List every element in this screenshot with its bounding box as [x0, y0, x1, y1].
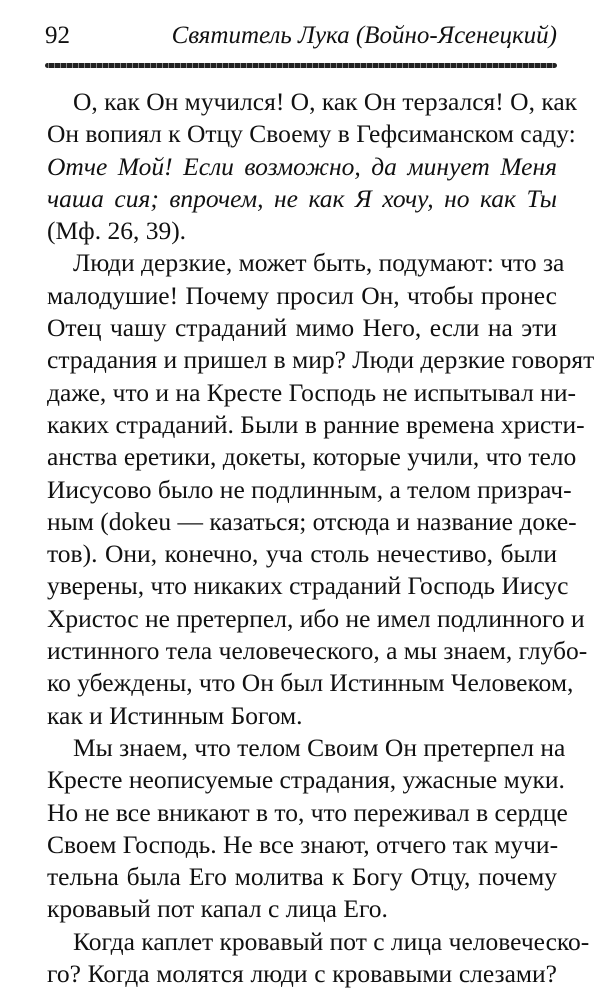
text-line: Отче Мой! Если возможно, да минует Меня [47, 151, 557, 181]
text-line: тельна была Его молитва к Богу Отцу, почему [47, 862, 557, 892]
text-line: Христос не претерпел, ибо не имел подлинного и [47, 603, 585, 633]
page-number: 92 [45, 22, 70, 49]
page-header [45, 22, 557, 56]
text-line: Своем Господь. Не все знают, отчего так мучи- [47, 829, 559, 859]
text-line: Когда каплет кровавый пот с лица человеческо- [73, 926, 590, 956]
text-line: Люди дерзкие, может быть, подумают: что за [73, 248, 565, 278]
page-body-text [47, 86, 595, 990]
text-line: Он вопиял к Отцу Своему в Гефсиманском саду: [47, 119, 576, 149]
text-line: малодушие! Почему просил Он, чтобы пронес [47, 280, 557, 310]
text-line: О, как Он мучился! О, как Он терзался! О, как [73, 87, 578, 116]
text-line: уверены, что никаких страданий Господь Иисус [47, 571, 569, 601]
text-line: страдания и пришел в мир? Люди дерзкие говорят [47, 345, 595, 375]
running-title: Святитель Лука (Войно-Ясенецкий) [171, 22, 557, 49]
text-line: Кресте неописуемые страдания, ужасные муки. [47, 765, 565, 795]
text-line: (Мф. 26, 39). [47, 216, 187, 246]
ornamental-rule [45, 63, 557, 68]
text-line: ко убеждены, что Он был Истинным Человеком, [47, 668, 574, 698]
text-line: как и Истинным Богом. [47, 700, 303, 730]
text-line: Мы знаем, что телом Своим Он претерпел на [73, 732, 566, 762]
text-line: Отец чашу страданий мимо Него, если на эти [47, 313, 557, 343]
text-line: кровавый пот капал с лица Его. [47, 894, 388, 924]
text-line: каких страданий. Были в ранние времена христи- [47, 409, 585, 439]
text-line: тов). Они, конечно, уча столь нечестиво, были [47, 539, 557, 569]
text-line: анства еретики, докеты, которые учили, что тело [47, 442, 577, 472]
text-line: истинного тела человеческого, а мы знаем, глубо- [47, 636, 588, 666]
text-line: ным (dokeu — казаться; отсюда и название доке- [47, 506, 577, 536]
text-line: го? Когда молятся люди с кровавыми слезами? [47, 959, 557, 989]
text-line: чаша сия; впрочем, не как Я хочу, но как Ты [47, 183, 557, 213]
text-line: Но не все вникают в то, что переживал в сердце [47, 797, 568, 827]
text-line: Иисусово было не подлинным, а телом призрач- [47, 474, 572, 504]
text-line: даже, что и на Кресте Господь не испытывал ни- [47, 377, 576, 407]
